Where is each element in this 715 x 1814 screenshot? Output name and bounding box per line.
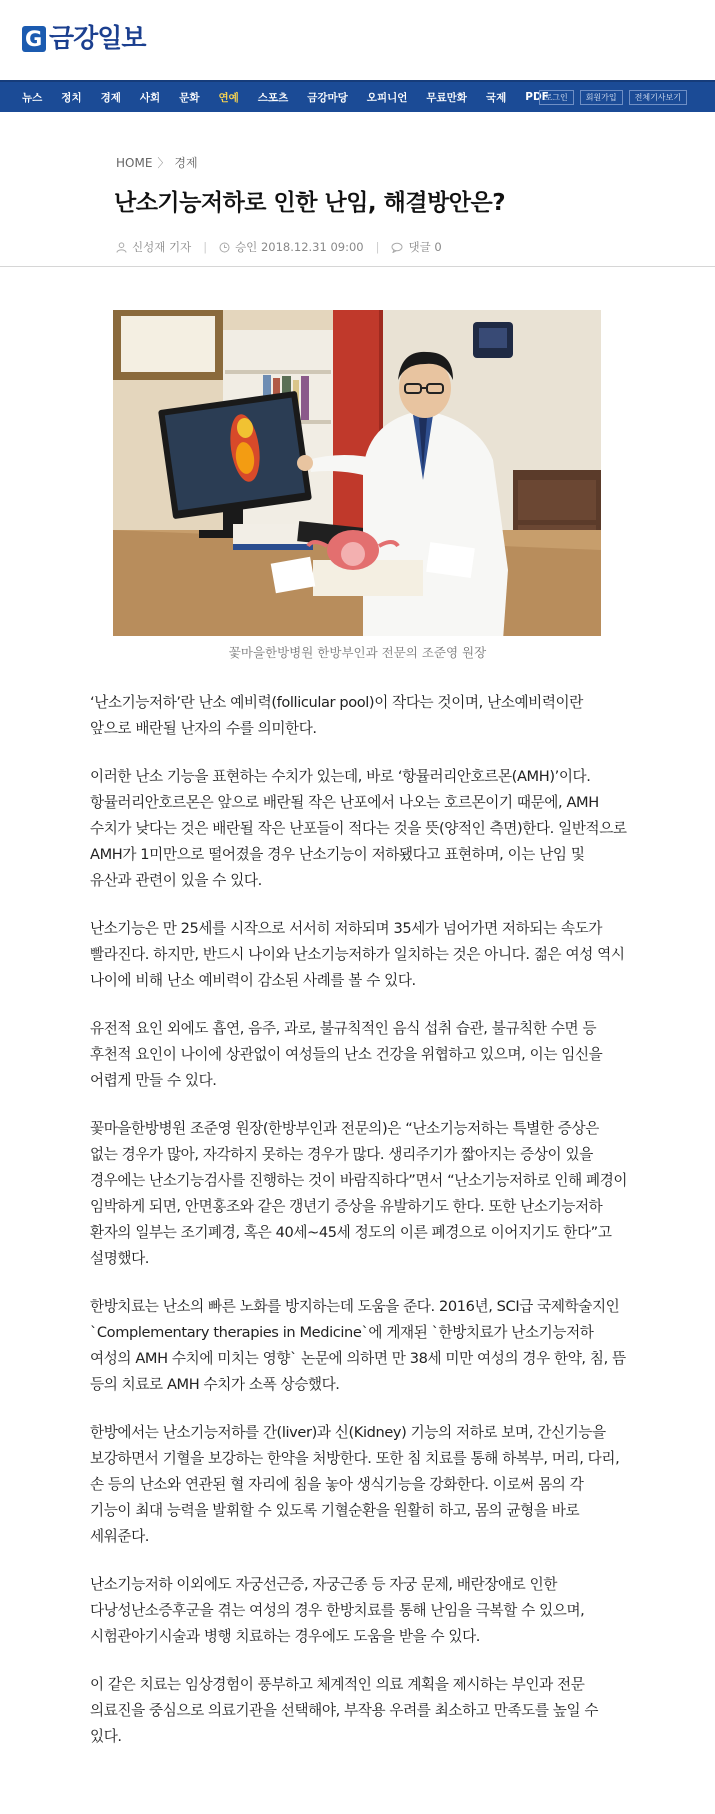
breadcrumb-section[interactable]: 경제 bbox=[174, 156, 198, 170]
nav-menu bbox=[22, 82, 568, 112]
comments-info[interactable] bbox=[391, 239, 441, 255]
nav-util-link[interactable]: 회원가입 bbox=[580, 90, 623, 105]
nav-item[interactable]: 뉴스 bbox=[22, 91, 43, 104]
breadcrumb-home[interactable]: HOME bbox=[116, 155, 153, 170]
author-name: 신성재 기자 bbox=[132, 240, 192, 254]
article-paragraph: 한방치료는 난소의 빠른 노화를 방지하는데 도움을 준다. 2016년, SCI급 국제학술지인 `Complementary therapies in Medicine`에 게재된 `한방치료가 난소기능저하 여성의 AMH 수치에 미치는 영향` 논문에 의하면 만 38세 미만 여성의 경우 한약, 침, 뜸 등의 치료로 AMH 수치가 소폭 상승했다. bbox=[90, 1298, 626, 1393]
nav-item[interactable]: 오피니언 bbox=[366, 91, 408, 104]
main-nav bbox=[0, 80, 715, 112]
nav-item[interactable]: 금강마당 bbox=[307, 91, 348, 104]
nav-item[interactable]: 사회 bbox=[139, 91, 161, 104]
article-photo bbox=[113, 310, 601, 636]
person-icon bbox=[116, 242, 127, 253]
nav-util-link[interactable]: 전체기사보기 bbox=[629, 90, 687, 105]
nav-utility-links bbox=[539, 90, 687, 105]
site-header bbox=[0, 0, 715, 80]
approved-date: 승인 2018.12.31 09:00 bbox=[235, 240, 364, 254]
article-body bbox=[90, 690, 628, 1772]
article-meta bbox=[116, 239, 442, 255]
article-paragraph: 유전적 요인 외에도 흡연, 음주, 과로, 불규칙적인 음식 섭취 습관, 불규칙한 수면 등 후천적 요인이 나이에 상관없이 여성들의 난소 건강을 위협하고 있으며, 이는 임신을 어렵게 만들 수 있다. bbox=[90, 1020, 603, 1089]
article-header bbox=[0, 112, 715, 267]
meta-divider: | bbox=[375, 240, 380, 254]
doctor-office-photo bbox=[113, 310, 601, 636]
logo-mark: G bbox=[22, 26, 46, 52]
comment-count: 댓글 0 bbox=[408, 240, 442, 254]
breadcrumb-separator: 〉 bbox=[157, 156, 170, 170]
photo-caption: 꽃마을한방병원 한방부인과 전문의 조준영 원장 bbox=[228, 645, 487, 660]
comment-icon bbox=[391, 242, 403, 253]
nav-item[interactable]: PDF bbox=[525, 91, 549, 103]
nav-item[interactable]: 문화 bbox=[179, 91, 200, 104]
nav-item[interactable]: 정치 bbox=[61, 91, 82, 104]
site-logo[interactable] bbox=[22, 24, 145, 54]
nav-item[interactable]: 무료만화 bbox=[426, 91, 467, 104]
nav-item[interactable]: 국제 bbox=[485, 91, 507, 104]
logo-text: 금강일보 bbox=[49, 24, 146, 54]
meta-divider: | bbox=[203, 240, 208, 254]
nav-item[interactable]: 연예 bbox=[218, 91, 239, 104]
article-paragraph: 이러한 난소 기능을 표현하는 수치가 있는데, 바로 ‘항뮬러리안호르몬(AMH)’이다. 항뮬러리안호르몬은 앞으로 배란될 작은 난포에서 나오는 호르몬이기 때문에, AMH 수치가 낮다는 것은 배란될 작은 난포들이 적다는 것을 뜻(양적인 측면)한다. 일반적으로 AMH가 1미만으로 떨어졌을 경우 난소기능이 저하됐다고 표현하며, 이는 난임 및 유산과 관련이 있을 수 있다. bbox=[90, 768, 627, 889]
breadcrumb bbox=[116, 154, 198, 171]
article-paragraph: 난소기능저하 이외에도 자궁선근증, 자궁근종 등 자궁 문제, 배란장애로 인한 다낭성난소증후군을 겪는 여성의 경우 한방치료를 통해 난임을 극복할 수 있으며, 시험관아기시술과 병행 치료하는 경우에도 도움을 받을 수 있다. bbox=[90, 1576, 585, 1645]
article-title: 난소기능저하로 인한 난임, 해결방안은? bbox=[114, 190, 506, 216]
article-paragraph: 한방에서는 난소기능저하를 간(liver)과 신(Kidney) 기능의 저하로 보며, 간신기능을 보강하면서 기혈을 보강하는 한약을 처방한다. 또한 침 치료를 통해 하복부, 머리, 다리, 손 등의 난소와 연관된 혈 자리에 침을 놓아 생식기능을 강화한다. 이로써 몸의 각 기능이 최대 능력을 발휘할 수 있도록 기혈순환을 원활히 하고, 몸의 균형을 바로 세워준다. bbox=[90, 1424, 620, 1545]
article-paragraph: 난소기능은 만 25세를 시작으로 서서히 저하되며 35세가 넘어가면 저하되는 속도가 빨라진다. 하지만, 반드시 나이와 난소기능저하가 일치하는 것은 아니다. 젊은 여성 역시 나이에 비해 난소 예비력이 감소된 사례를 볼 수 있다. bbox=[90, 920, 625, 989]
article-paragraph: ‘난소기능저하’란 난소 예비력(follicular pool)이 작다는 것이며, 난소예비력이란 앞으로 배란될 난자의 수를 의미한다. bbox=[90, 694, 583, 737]
nav-item[interactable]: 스포츠 bbox=[257, 91, 289, 104]
article-paragraph: 이 같은 치료는 임상경험이 풍부하고 체계적인 의료 계획을 제시하는 부인과 전문 의료진을 중심으로 의료기관을 선택해야, 부작용 우려를 최소하고 만족도를 높일 수 있다. bbox=[90, 1676, 599, 1745]
article-paragraph: 꽃마을한방병원 조준영 원장(한방부인과 전문의)은 “난소기능저하는 특별한 증상은 없는 경우가 많아, 자각하지 못하는 경우가 많다. 생리주기가 짧아지는 증상이 있을 경우에는 난소기능검사를 진행하는 것이 바람직하다”면서 “난소기능저하로 인해 폐경이 임박하게 되면, 안면홍조와 같은 갱년기 증상을 유발하기도 한다. 또한 난소기능저하 환자의 일부는 조기폐경, 혹은 40세~45세 정도의 이른 폐경으로 이어지기도 한다”고 설명했다. bbox=[90, 1120, 628, 1267]
approved-info bbox=[219, 239, 364, 255]
nav-item[interactable]: 경제 bbox=[100, 91, 121, 104]
clock-icon bbox=[219, 242, 230, 253]
nav-util-link[interactable]: 로그인 bbox=[539, 90, 574, 105]
author-info bbox=[116, 239, 191, 255]
